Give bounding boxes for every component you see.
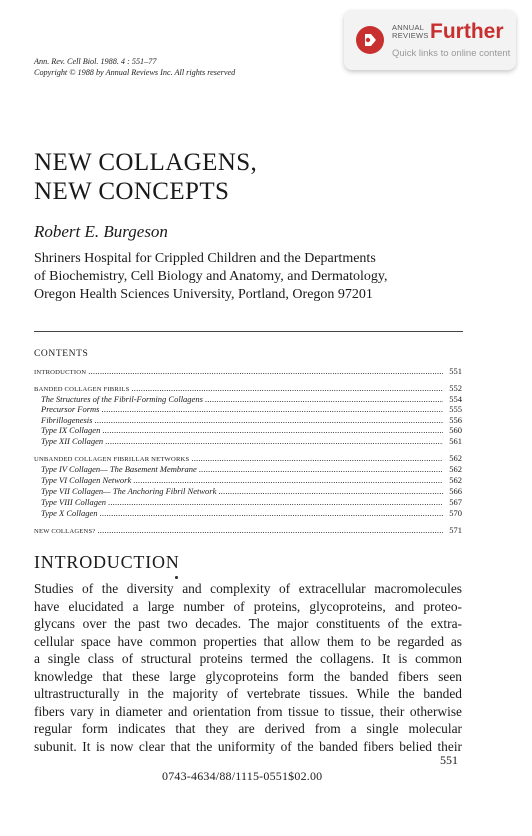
scan-speck	[175, 576, 178, 579]
body-text-line: knowledge that these large glycoproteins form the banded fibers seen	[34, 669, 462, 684]
toc-leader	[100, 508, 444, 519]
toc-page: 562	[449, 464, 462, 474]
divider-rule	[34, 331, 463, 332]
toc-page: 570	[449, 508, 462, 518]
toc-label: UNBANDED COLLAGEN FIBRILLAR NETWORKS	[34, 456, 190, 463]
toc-leader	[102, 425, 443, 436]
issn-price-line: 0743-4634/88/1115-0551$02.00	[162, 769, 323, 783]
toc-page: 566	[449, 486, 462, 496]
toc-entry[interactable]	[34, 436, 462, 447]
toc-page: 551	[449, 366, 462, 376]
toc-page: 562	[449, 475, 462, 485]
toc-leader	[88, 366, 443, 377]
toc-entry[interactable]	[34, 453, 462, 464]
toc-entry[interactable]	[34, 404, 462, 415]
toc-leader	[97, 525, 443, 536]
toc-page: 552	[449, 383, 462, 393]
toc-entry[interactable]	[34, 415, 462, 426]
badge-line1: ANNUAL	[392, 23, 425, 32]
toc-page: 560	[449, 425, 462, 435]
toc-label: Type VIII Collagen	[41, 497, 106, 507]
toc-page: 567	[449, 497, 462, 507]
toc-entry[interactable]	[34, 425, 462, 436]
toc-leader	[218, 486, 443, 497]
toc-entry[interactable]	[34, 475, 462, 486]
toc-entry[interactable]	[34, 383, 462, 394]
toc-label: Type IV Collagen— The Basement Membrane	[41, 464, 197, 474]
body-text-line: glycans over the past two decades. The major constituents of the extra-	[34, 616, 462, 631]
introduction-heading: INTRODUCTION	[34, 552, 180, 572]
toc-leader	[199, 464, 443, 475]
toc-leader	[101, 404, 443, 415]
body-text-line: Studies of the diversity and complexity of extracellular macromolecules	[34, 581, 462, 596]
annual-reviews-further-badge[interactable]	[344, 10, 516, 70]
toc-entry[interactable]	[34, 508, 462, 519]
toc-label: Type XII Collagen	[41, 436, 104, 446]
toc-entry[interactable]	[34, 486, 462, 497]
toc-leader	[131, 383, 443, 394]
affiliation-line: Oregon Health Sciences University, Portland, Oregon 97201	[34, 287, 373, 302]
body-text-line: have elucidated a large number of proteins, glycoproteins, and proteo-	[34, 599, 462, 614]
body-text-line: a single class of structural proteins termed the collagens. It is common	[34, 651, 462, 666]
toc-page: 554	[449, 394, 462, 404]
toc-entry[interactable]	[34, 525, 462, 536]
badge-subtitle: Quick links to online content	[392, 48, 511, 59]
toc-leader	[105, 436, 443, 447]
journal-citation: Ann. Rev. Cell Biol. 1988. 4 : 551–77	[34, 57, 157, 66]
author-name: Robert E. Burgeson	[34, 222, 168, 241]
toc-label: Type VII Collagen— The Anchoring Fibril Network	[41, 486, 217, 496]
affiliation-line: Shriners Hospital for Crippled Children and the Departments	[34, 251, 376, 266]
toc-page: 561	[449, 436, 462, 446]
toc-page: 562	[449, 453, 462, 463]
body-text-line: fibers vary in diameter and orientation from tissue to tissue, their otherwise	[34, 704, 462, 719]
toc-label: Precursor Forms	[41, 404, 100, 414]
article-title-line1: NEW COLLAGENS,	[34, 149, 258, 176]
toc-entry[interactable]	[34, 497, 462, 508]
toc-entry[interactable]	[34, 394, 462, 405]
toc-leader	[133, 475, 443, 486]
toc-leader	[191, 453, 443, 464]
toc-page: 571	[449, 525, 462, 535]
affiliation-line: of Biochemistry, Cell Biology and Anatomy, and Dermatology,	[34, 269, 388, 284]
annual-reviews-logo-icon	[356, 26, 384, 54]
copyright-notice: Copyright © 1988 by Annual Reviews Inc. All rights reserved	[34, 68, 236, 77]
toc-label: BANDED COLLAGEN FIBRILS	[34, 386, 130, 393]
toc-page: 556	[449, 415, 462, 425]
toc-leader	[94, 415, 443, 426]
toc-label: Fibrillogenesis	[41, 415, 93, 425]
toc-label: INTRODUCTION	[34, 369, 87, 376]
toc-leader	[108, 497, 443, 508]
toc-entry[interactable]	[34, 366, 462, 377]
toc-label: NEW COLLAGENS?	[34, 528, 96, 535]
body-text-line: subunit. It is now clear that the uniformity of the banded fibers belied their	[34, 739, 462, 754]
toc-label: Type VI Collagen Network	[41, 475, 132, 485]
body-text-line: cellular space have common properties that allow them to be regarded as	[34, 634, 462, 649]
toc-entry[interactable]	[34, 464, 462, 475]
body-text-line: regular form indicates that they are derived from a single molecular	[34, 721, 462, 736]
toc-page: 555	[449, 404, 462, 414]
page-number: 551	[440, 753, 458, 767]
toc-label: Type X Collagen	[41, 508, 98, 518]
annual-reviews-wordmark	[392, 24, 429, 40]
body-text-line: ultrastructurally in the majority of vertebrate tissues. While the banded	[34, 686, 462, 701]
further-label: Further	[430, 20, 504, 43]
badge-line2: REVIEWS	[392, 31, 429, 40]
toc-label: Type IX Collagen	[41, 425, 101, 435]
toc-label: The Structures of the Fibril-Forming Collagens	[41, 394, 203, 404]
contents-heading: CONTENTS	[34, 349, 89, 359]
article-title-line2: NEW CONCEPTS	[34, 178, 230, 205]
toc-leader	[205, 394, 443, 405]
